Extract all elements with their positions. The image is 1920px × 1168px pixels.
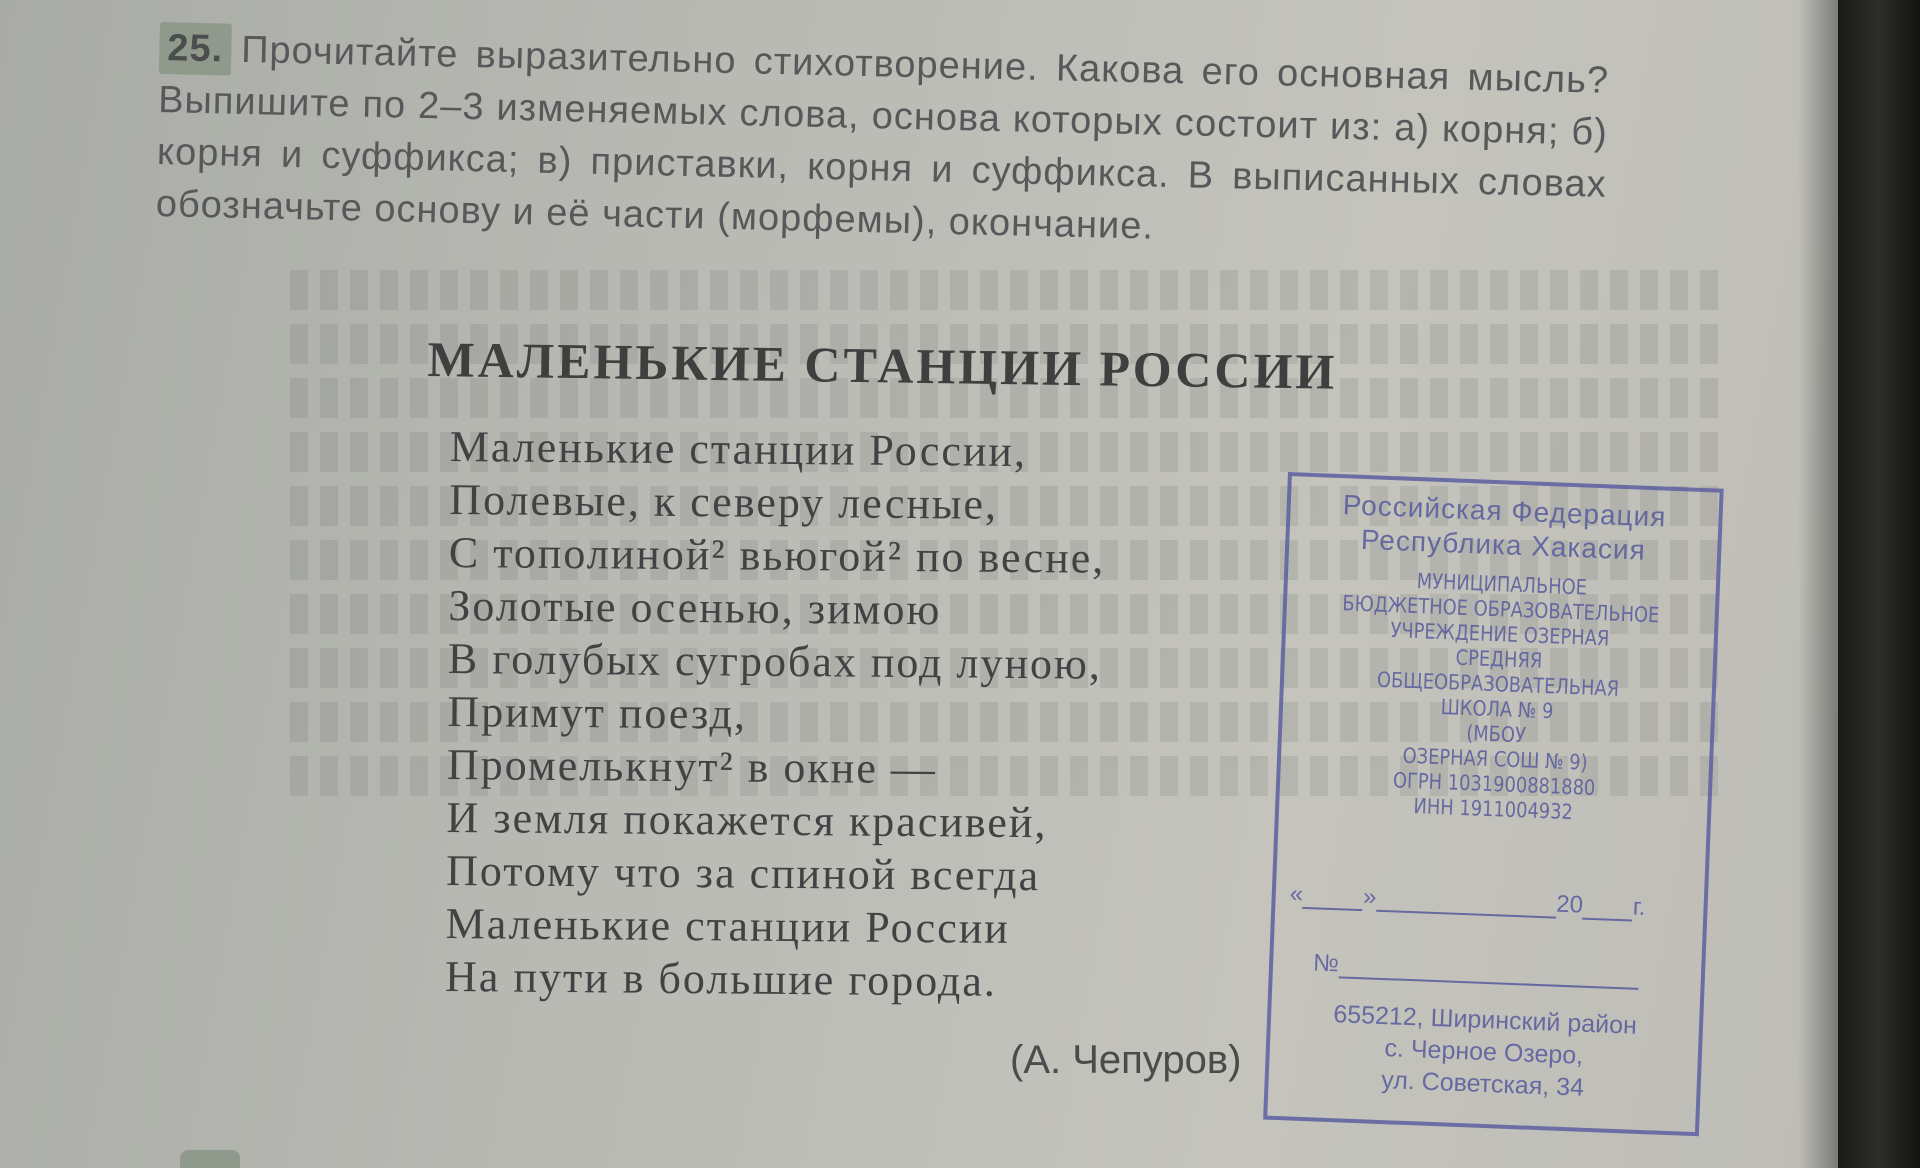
stamp-body-line: СРЕДНЯЯ [1455,645,1543,673]
stamp-date-quote-close: » [1362,883,1377,911]
poem-line: Примут поезд, [447,686,748,739]
poem-line: С тополиной² вьюгой² по весне, [448,527,1106,583]
stamp-body-line: ШКОЛА № 9 [1440,695,1554,724]
poem-line: Промелькнут² в окне — [446,739,938,794]
school-stamp [1263,472,1724,1136]
stamp-body-line: БЮДЖЕТНОЕ ОБРАЗОВАТЕЛЬНОЕ [1341,591,1660,628]
stamp-body-line: ОГРН 1031900881880 [1392,768,1596,801]
stamp-date-year-suffix: г. [1632,893,1646,922]
stamp-date-year-blank [1582,890,1633,922]
poem-line: Потому что за спиной всегда [445,845,1041,901]
poem-line: В голубых сугробах под луною, [447,633,1103,689]
stamp-date-quote-open: « [1289,880,1304,908]
stamp-header [1289,486,1719,570]
poem-body [445,420,1280,1010]
poem-line: И земля покажется красивей, [446,792,1048,848]
stamp-body-line: ОЗЕРНАЯ СОШ № 9) [1402,743,1589,775]
stamp-address-line: с. Черное Озеро, [1384,1034,1584,1070]
poem-line: На пути в большие города. [444,951,998,1006]
poem-line: Золотые осенью, зимою [448,580,942,635]
exercise-text: Прочитайте выразительно стихотворение. Какова его основная мысль? Выпишите по 2–3 изменяемых слова, основа которых состоит из: а) корня; б) корня и суффикса; в) приставки, корня и суффикса. В выписанных словах обозначьте основу и её части (морфемы), окончание. [155,28,1610,248]
poem-author: (А. Чепуров) [1010,1038,1242,1082]
stamp-date-year-prefix: 20 [1555,890,1584,919]
stamp-body-line: УЧРЕЖДЕНИЕ ОЗЕРНАЯ [1390,618,1610,651]
stamp-header-line: Российская Федерация [1342,489,1668,533]
stamp-address-line: 655212, Ширинский район [1332,1000,1638,1040]
poem-line: Маленькие станции России, [449,421,1028,477]
stamp-number-field [1313,947,1674,991]
stamp-date-month-blank [1376,882,1557,919]
page-gutter-shadow [1798,0,1838,1168]
stamp-address [1268,996,1699,1108]
stamp-number-label: № [1312,949,1340,978]
stamp-body [1311,565,1684,829]
stamp-date-day-blank [1303,879,1364,911]
stamp-header-line: Республика Хакасия [1360,523,1647,566]
book-edge [1838,0,1920,1168]
exercise-task [155,22,1609,263]
page-number-marker [180,1150,240,1168]
stamp-address-line: ул. Советская, 34 [1380,1066,1585,1102]
stamp-date-field [1289,878,1690,923]
stamp-body-line: МУНИЦИПАЛЬНОЕ [1416,569,1588,600]
poem-line: Маленькие станции России [445,898,1011,953]
stamp-body-line: ОБЩЕОБРАЗОВАТЕЛЬНАЯ [1376,667,1620,701]
stamp-number-blank [1338,948,1639,989]
stamp-body-line: ИНН 1911004932 [1413,794,1574,825]
stamp-body-line: (МБОУ [1465,721,1527,748]
exercise-number: 25. [159,22,232,76]
poem-line: Полевые, к северу лесные, [449,474,999,529]
poem-title: МАЛЕНЬКИЕ СТАНЦИИ РОССИИ [427,330,1338,400]
